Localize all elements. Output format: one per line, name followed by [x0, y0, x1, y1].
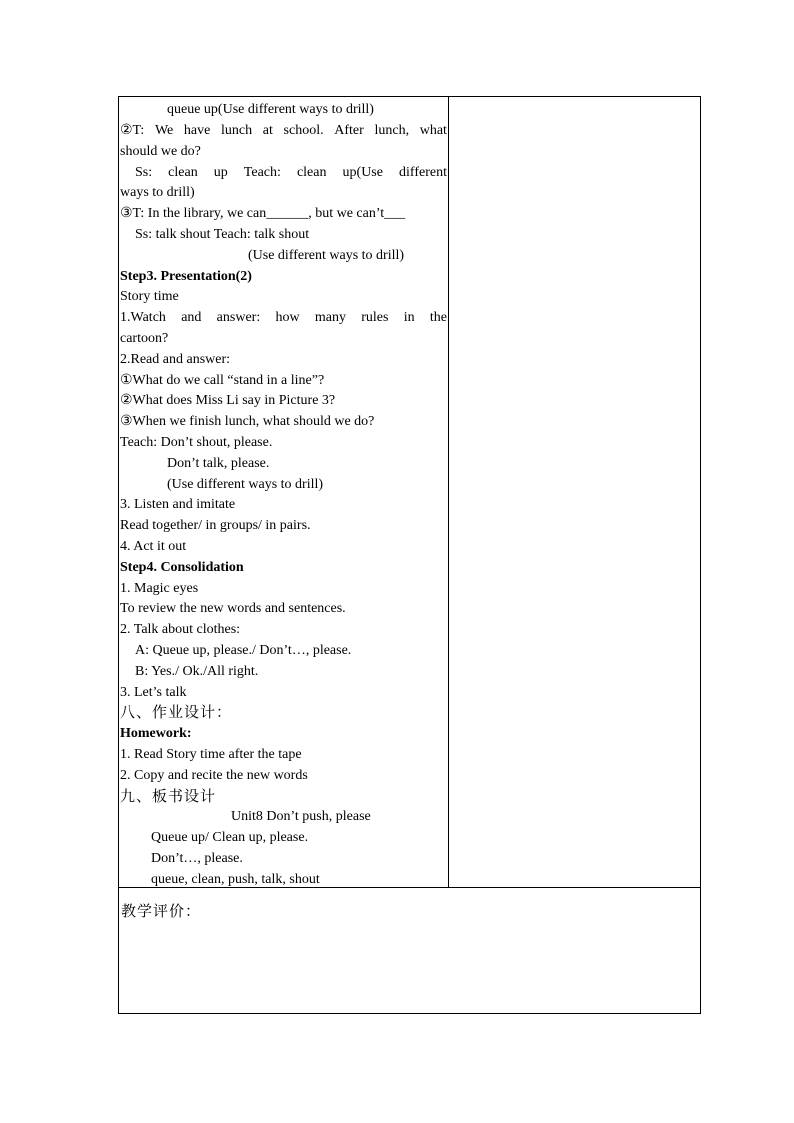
- text-line: 2. Copy and recite the new words: [120, 768, 308, 783]
- word: answer:: [216, 310, 261, 325]
- lesson-plan-table: [118, 96, 701, 1014]
- section-heading: Homework:: [120, 726, 192, 741]
- text-line: ②What does Miss Li say in Picture 3?: [120, 393, 336, 408]
- section-heading: 八、作业设计：: [120, 703, 233, 721]
- evaluation-cell: [119, 887, 700, 1013]
- text-line: ways to drill): [120, 185, 195, 200]
- section-heading: 九、板书设计: [120, 787, 217, 805]
- text-line: To review the new words and sentences.: [120, 601, 346, 616]
- text-line: should we do?: [120, 144, 201, 159]
- section-heading: Step3. Presentation(2): [120, 269, 252, 284]
- word: in: [403, 310, 415, 325]
- notes-cell: [449, 97, 700, 887]
- section-heading: Step4. Consolidation: [120, 560, 244, 575]
- text-line: Story time: [120, 289, 179, 304]
- text-line: cartoon?: [120, 331, 169, 346]
- text-line: Unit8 Don’t push, please: [231, 809, 371, 824]
- text-line: queue up(Use different ways to drill): [167, 102, 374, 117]
- word: After: [334, 123, 364, 138]
- word: the: [429, 310, 447, 325]
- word: school.: [283, 123, 324, 138]
- teaching-steps-cell: [119, 97, 449, 887]
- word: lunch: [221, 123, 253, 138]
- word: how: [275, 310, 300, 325]
- word: clean: [168, 165, 198, 180]
- word: different: [399, 165, 447, 180]
- word: lunch,: [374, 123, 410, 138]
- text-line: 2.Read and answer:: [120, 352, 231, 367]
- word: up(Use: [342, 165, 383, 180]
- text-line: Queue up/ Clean up, please.: [151, 830, 309, 845]
- word: up: [213, 165, 228, 180]
- text-line: ③T: In the library, we can______, but we can’t___: [120, 206, 406, 221]
- text-line: 1. Magic eyes: [120, 581, 199, 596]
- text-line: 3. Listen and imitate: [120, 497, 236, 512]
- text-line: [120, 120, 447, 141]
- word: We: [154, 123, 174, 138]
- text-line: Read together/ in groups/ in pairs.: [120, 518, 311, 533]
- text-line: ①What do we call “stand in a line”?: [120, 373, 325, 388]
- text-line: 1. Read Story time after the tape: [120, 747, 302, 762]
- text-line: B: Yes./ Ok./All right.: [135, 664, 259, 679]
- word: have: [183, 123, 211, 138]
- word: many: [314, 310, 346, 325]
- word: Teach:: [243, 165, 281, 180]
- text-line: [120, 307, 447, 328]
- text-line: Don’t talk, please.: [167, 456, 270, 471]
- text-line: Teach: Don’t shout, please.: [120, 435, 273, 450]
- word: what: [419, 123, 447, 138]
- text-line: [135, 162, 447, 183]
- text-line: 2. Talk about clothes:: [120, 622, 241, 637]
- evaluation-label: 教学评价：: [121, 902, 202, 920]
- word: ②T:: [120, 123, 145, 138]
- text-line: ③When we finish lunch, what should we do?: [120, 414, 375, 429]
- word: at: [262, 123, 273, 138]
- word: 1.Watch: [120, 310, 166, 325]
- text-line: 3. Let’s talk: [120, 685, 187, 700]
- word: clean: [296, 165, 327, 180]
- text-line: 4. Act it out: [120, 539, 187, 554]
- word: Ss:: [135, 165, 153, 180]
- text-line: Don’t…, please.: [151, 851, 243, 866]
- text-line: Ss: talk shout Teach: talk shout: [135, 227, 310, 242]
- text-line: queue, clean, push, talk, shout: [151, 872, 320, 887]
- text-line: A: Queue up, please./ Don’t…, please.: [135, 643, 352, 658]
- text-line: (Use different ways to drill): [167, 477, 324, 492]
- text-line: (Use different ways to drill): [248, 248, 405, 263]
- word: rules: [361, 310, 389, 325]
- word: and: [181, 310, 202, 325]
